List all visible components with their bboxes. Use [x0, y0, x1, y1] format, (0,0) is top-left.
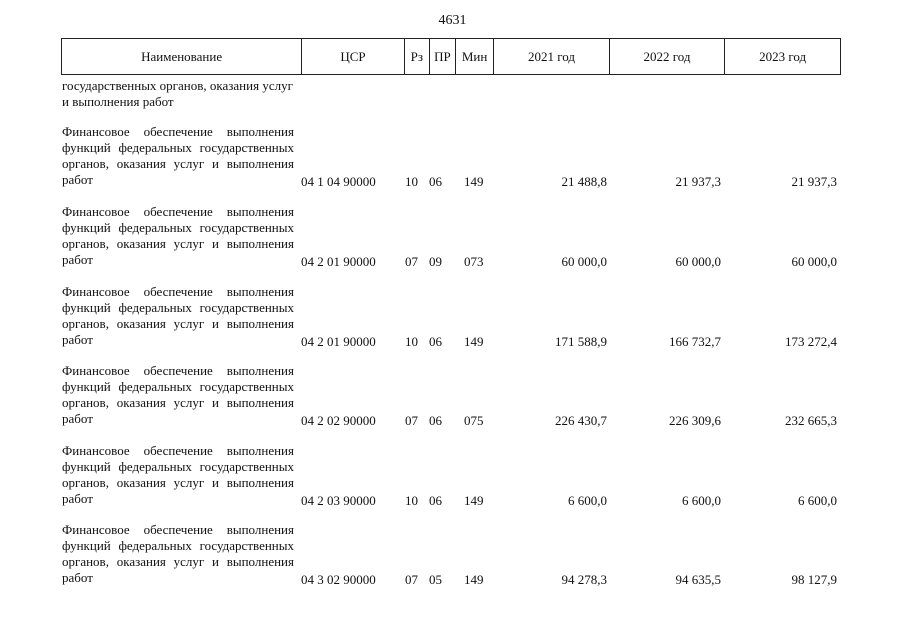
row-pr: 05 [429, 572, 442, 587]
row-csr: 04 3 02 90000 [301, 572, 376, 587]
header-2022: 2022 год [609, 39, 725, 75]
row-value-2021: 171 588,9 [555, 334, 607, 349]
row-rz: 10 [405, 334, 418, 349]
row-pr: 09 [429, 254, 442, 269]
header-2021: 2021 год [494, 39, 610, 75]
header-row [62, 39, 841, 75]
row-value-2022: 60 000,0 [675, 254, 721, 269]
row-value-2022: 21 937,3 [675, 174, 721, 189]
row-value-2021: 60 000,0 [561, 254, 607, 269]
row-pr: 06 [429, 493, 442, 508]
row-rz: 10 [405, 493, 418, 508]
table-row [62, 443, 842, 509]
row-value-2021: 226 430,7 [555, 413, 607, 428]
row-csr: 04 2 01 90000 [301, 254, 376, 269]
row-value-2023: 232 665,3 [785, 413, 837, 428]
table-header [61, 38, 841, 75]
row-name: Финансовое обеспечение выполнения функций федеральных государственных органов, оказания услуг и выполнения работ [62, 284, 294, 347]
row-value-2022: 94 635,5 [675, 572, 721, 587]
row-csr: 04 2 03 90000 [301, 493, 376, 508]
row-value-2022: 6 600,0 [682, 493, 721, 508]
row-pr: 06 [429, 413, 442, 428]
row-value-2023: 6 600,0 [798, 493, 837, 508]
header-name: Наименование [62, 39, 302, 75]
row-min: 149 [464, 174, 484, 189]
row-pr: 06 [429, 334, 442, 349]
row-rz: 10 [405, 174, 418, 189]
row-min: 149 [464, 572, 484, 587]
row-value-2023: 21 937,3 [791, 174, 837, 189]
table-row [62, 124, 842, 190]
row-name: Финансовое обеспечение выполнения функций федеральных государственных органов, оказания услуг и выполнения работ [62, 443, 294, 506]
row-value-2023: 173 272,4 [785, 334, 837, 349]
header-csr: ЦСР [302, 39, 405, 75]
row-value-2023: 60 000,0 [791, 254, 837, 269]
row-min: 149 [464, 493, 484, 508]
row-name: Финансовое обеспечение выполнения функций федеральных государственных органов, оказания услуг и выполнения работ [62, 522, 294, 585]
row-csr: 04 2 01 90000 [301, 334, 376, 349]
row-rz: 07 [405, 254, 418, 269]
row-value-2022: 166 732,7 [669, 334, 721, 349]
header-2023: 2023 год [725, 39, 841, 75]
row-min: 149 [464, 334, 484, 349]
table-row [62, 363, 842, 429]
row-rz: 07 [405, 413, 418, 428]
row-min: 073 [464, 254, 484, 269]
row-csr: 04 2 02 90000 [301, 413, 376, 428]
row-min: 075 [464, 413, 484, 428]
header-min: Мин [455, 39, 493, 75]
table-row [62, 204, 842, 270]
row-rz: 07 [405, 572, 418, 587]
row-name: Финансовое обеспечение выполнения функций федеральных государственных органов, оказания услуг и выполнения работ [62, 204, 294, 267]
continuation-text: государственных органов, оказания услуг и выполнения работ [62, 78, 293, 109]
row-value-2023: 98 127,9 [791, 572, 837, 587]
row-csr: 04 1 04 90000 [301, 174, 376, 189]
table-row [62, 284, 842, 350]
header-pr: ПР [429, 39, 455, 75]
row-value-2022: 226 309,6 [669, 413, 721, 428]
table-row [62, 522, 842, 588]
row-value-2021: 6 600,0 [568, 493, 607, 508]
header-rz: Рз [404, 39, 429, 75]
row-name: Финансовое обеспечение выполнения функций федеральных государственных органов, оказания услуг и выполнения работ [62, 363, 294, 426]
page-number: 4631 [438, 13, 467, 28]
row-value-2021: 94 278,3 [561, 572, 607, 587]
row-name: Финансовое обеспечение выполнения функций федеральных государственных органов, оказания услуг и выполнения работ [62, 124, 294, 187]
row-value-2021: 21 488,8 [561, 174, 607, 189]
row-pr: 06 [429, 174, 442, 189]
